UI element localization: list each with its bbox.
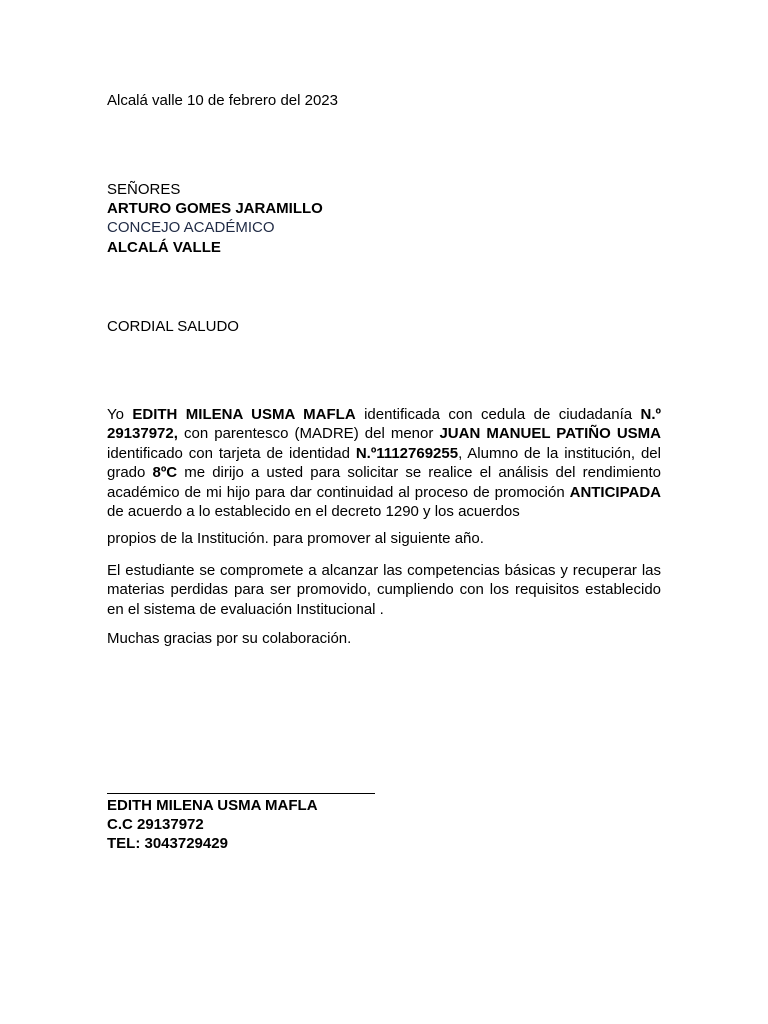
promotion-type: ANTICIPADA [569,483,661,501]
signature-id: C.C 29137972 [107,816,204,833]
parent-name: EDITH MILENA USMA MAFLA [132,406,356,423]
para1-text: identificada con cedula de ciudadanía [355,406,641,423]
signature-line [107,793,375,794]
place-date: Alcalá valle 10 de febrero del 2023 [107,92,338,109]
student-grade: 8ºC [152,464,178,482]
recipient-name: ARTURO GOMES JARAMILLO [107,200,323,217]
para1-text: identificado con tarjeta de identidad [107,444,356,462]
student-name: JUAN MANUEL PATIÑO USMA [439,425,661,443]
recipient-city: ALCALÁ VALLE [107,239,221,256]
recipient-body: CONCEJO ACADÉMICO [107,219,275,236]
student-id: N.º1112769255 [355,444,459,462]
para1-text: , Alumno de la institución, del grado [107,444,661,482]
paragraph-commitment: El estudiante se compromete a alcanzar las competencias básicas y recuperar las materias perdidas para ser promovido, cumpliendo con los requisitos establecido en el sistema de evaluación Institucional . [107,562,661,618]
parent-id: N.º 29137972, [107,406,661,443]
signature-name: EDITH MILENA USMA MAFLA [107,797,318,814]
paragraph-request-tail: propios de la Institución. para promover al siguiente año. [107,530,484,547]
para1-text: con parentesco (MADRE) del menor [177,425,440,443]
paragraph-request [107,405,661,521]
closing: Muchas gracias por su colaboración. [107,630,352,647]
recipient-salutation: SEÑORES [107,181,181,198]
signature-phone: TEL: 3043729429 [107,835,228,852]
para1-text: Yo [107,406,133,423]
para1-text: de acuerdo a lo establecido en el decreto 1290 y los acuerdos [107,503,520,521]
para1-text: me dirijo a usted para solicitar se realice el análisis del rendimiento académico de mi hijo para dar continuidad al proceso de promoción [107,464,661,501]
greeting: CORDIAL SALUDO [107,318,239,335]
